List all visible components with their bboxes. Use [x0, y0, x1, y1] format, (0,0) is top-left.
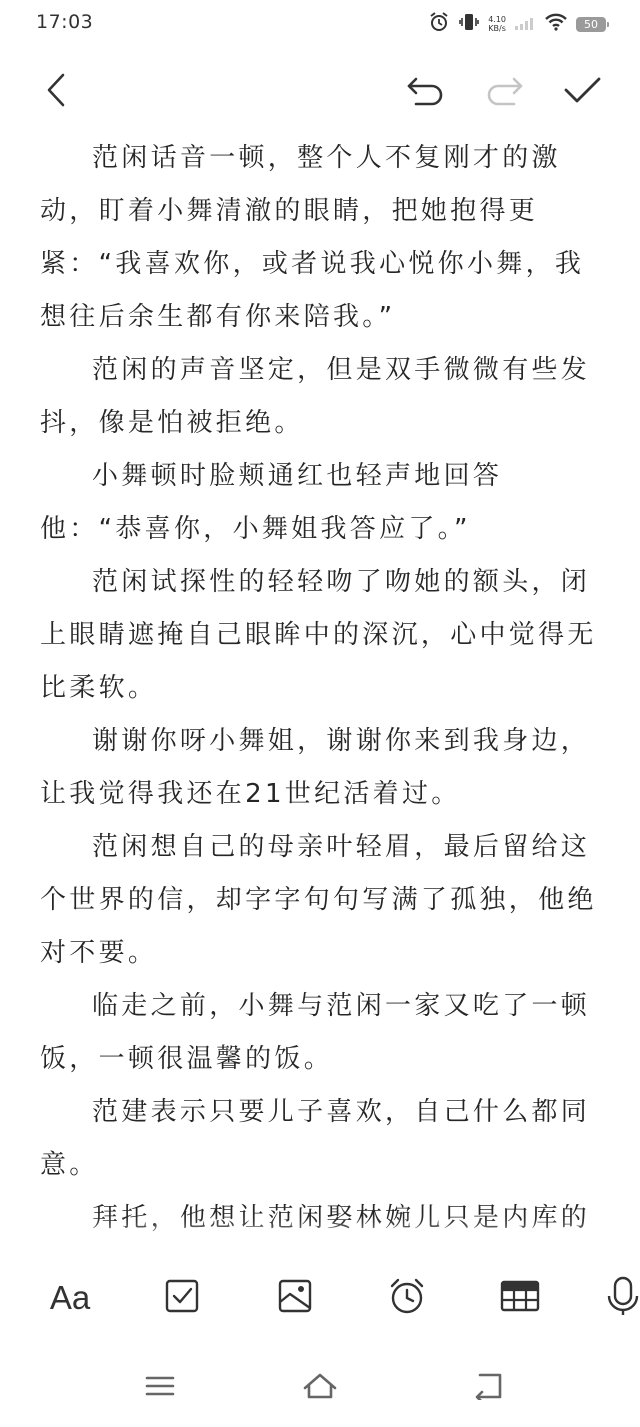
paragraph: 临走之前，小舞与范闲一家又吃了一顿饭，一顿很温馨的饭。 [40, 991, 591, 1074]
voice-input-button[interactable] [605, 1276, 640, 1320]
system-nav-bar [0, 1350, 640, 1427]
note-body[interactable] [40, 132, 602, 1245]
redo-icon [484, 73, 524, 111]
paragraph: 范闲的声音坚定，但是双手微微有些发抖，像是怕被拒绝。 [40, 355, 591, 438]
menu-nav-button[interactable] [138, 1368, 182, 1408]
insert-table-button[interactable] [495, 1276, 545, 1320]
editor-toolbar [0, 60, 640, 124]
paragraph: 范闲试探性的轻轻吻了吻她的额头，闭上眼睛遮掩自己眼眸中的深沉，心中觉得无比柔软。 [40, 567, 597, 703]
table-icon [500, 1279, 540, 1317]
font-style-button[interactable] [45, 1276, 95, 1320]
image-icon [277, 1278, 313, 1318]
chevron-left-icon [44, 72, 68, 112]
signal-icon [514, 15, 536, 34]
back-arrow-icon [472, 1372, 504, 1404]
checklist-button[interactable] [157, 1276, 207, 1320]
wifi-icon [544, 13, 568, 35]
format-toolbar [0, 1240, 640, 1350]
menu-icon [145, 1374, 175, 1402]
network-speed [488, 15, 506, 33]
alarm-icon [428, 11, 450, 37]
font-style-label: Aa [49, 1279, 91, 1316]
status-bar [0, 0, 640, 48]
back-nav-button[interactable] [466, 1368, 510, 1408]
home-icon [302, 1372, 338, 1404]
battery-indicator: 50 [576, 17, 606, 32]
microphone-icon [605, 1276, 640, 1320]
status-time: 17:03 [36, 11, 94, 33]
checkbox-icon [164, 1278, 200, 1318]
paragraph: 范闲话音一顿，整个人不复刚才的激动，盯着小舞清澈的眼睛，把她抱得更紧：“我喜欢你，或者说我心悦你小舞，我想往后余生都有你来陪我。” [40, 143, 585, 332]
done-button[interactable] [560, 70, 604, 114]
alarm-clock-icon [388, 1277, 426, 1319]
reminder-button[interactable] [382, 1276, 432, 1320]
insert-image-button[interactable] [270, 1276, 320, 1320]
paragraph: 拜托，他想让范闲娶林婉儿只是内库的 [92, 1203, 591, 1233]
vibrate-icon [458, 11, 480, 37]
status-icons [428, 12, 606, 36]
network-speed-value: 4.10 [488, 15, 506, 24]
paragraph: 范闲想自己的母亲叶轻眉，最后留给这个世界的信，却字字句句写满了孤独，他绝对不要。 [40, 832, 597, 968]
redo-button[interactable] [482, 70, 526, 114]
paragraph: 谢谢你呀小舞姐，谢谢你来到我身边，让我觉得我还在21世纪活着过。 [40, 726, 591, 809]
network-speed-unit: KB/s [488, 24, 506, 33]
undo-icon [406, 73, 446, 111]
paragraph: 范建表示只要儿子喜欢，自己什么都同意。 [40, 1097, 591, 1180]
undo-button[interactable] [404, 70, 448, 114]
paragraph: 小舞顿时脸颊通红也轻声地回答他：“恭喜你，小舞姐我答应了。” [40, 461, 503, 544]
back-button[interactable] [34, 70, 78, 114]
checkmark-icon [562, 75, 602, 109]
home-nav-button[interactable] [298, 1368, 342, 1408]
